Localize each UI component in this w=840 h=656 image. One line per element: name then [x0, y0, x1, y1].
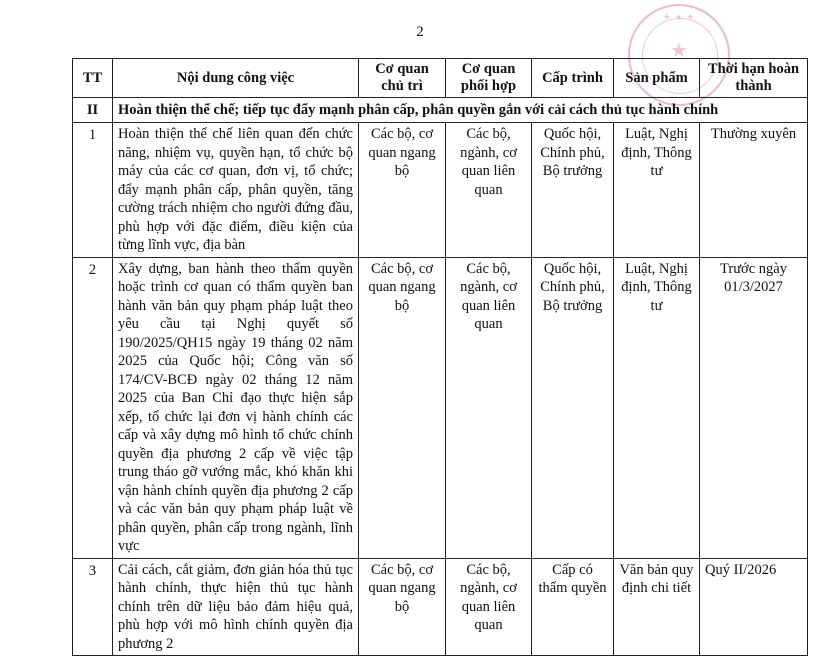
row-submit-level: Quốc hội, Chính phủ, Bộ trưởng [532, 123, 614, 258]
row-coordinating-agency: Các bộ, ngành, cơ quan liên quan [446, 558, 532, 656]
row-coordinating-agency: Các bộ, ngành, cơ quan liên quan [446, 123, 532, 258]
row-number: 2 [73, 257, 113, 558]
row-product: Văn bản quy định chi tiết [614, 558, 700, 656]
row-deadline: Trước ngày 01/3/2027 [700, 257, 808, 558]
row-number: 1 [73, 123, 113, 258]
section-row [73, 98, 808, 123]
seal-star-icon: ★ [670, 40, 688, 62]
task-table [72, 58, 808, 656]
row-product: Luật, Nghị định, Thông tư [614, 123, 700, 258]
header-lead-agency: Cơ quan chủ trì [359, 59, 446, 98]
row-number: 3 [73, 558, 113, 656]
section-title: Hoàn thiện thể chế; tiếp tục đẩy mạnh phân cấp, phân quyền gắn với cải cách thủ tục hành chính [113, 98, 808, 123]
row-coordinating-agency: Các bộ, ngành, cơ quan liên quan [446, 257, 532, 558]
header-tt: TT [73, 59, 113, 98]
row-content: Hoàn thiện thể chế liên quan đến chức năng, nhiệm vụ, quyền hạn, tổ chức bộ máy của các cơ quan, đơn vị, tổ chức; đẩy mạnh phân cấp, phân quyền, tăng cường trách nhiệm cho người đứng đầu, phù hợp với đặc điểm, điều kiện của từng lĩnh vực, địa bàn [113, 123, 359, 258]
table-header-row [73, 59, 808, 98]
row-product: Luật, Nghị định, Thông tư [614, 257, 700, 558]
header-deadline: Thời hạn hoàn thành [700, 59, 808, 98]
row-submit-level: Quốc hội, Chính phủ, Bộ trưởng [532, 257, 614, 558]
row-content: Xây dựng, ban hành theo thẩm quyền hoặc trình cơ quan có thẩm quyền ban hành văn bản quy phạm pháp luật theo yêu cầu tại Nghị quyết số 190/2025/QH15 ngày 19 tháng 02 năm 2025 của Quốc hội; Công văn số 174/CV-BCĐ ngày 02 tháng 12 năm 2025 của Ban Chỉ đạo thực hiện sắp xếp, tổ chức lại đơn vị hành chính các cấp và xây dựng mô hình tổ chức chính quyền địa phương 2 cấp về việc tập trung tháo gỡ vướng mắc, khó khăn khi vận hành chính quyền địa phương 2 cấp và các văn bản quy phạm pháp luật về phân quyền, phân cấp trong ngành, lĩnh vực [113, 257, 359, 558]
page-number: 2 [416, 24, 424, 40]
row-lead-agency: Các bộ, cơ quan ngang bộ [359, 257, 446, 558]
header-submit-level: Cấp trình [532, 59, 614, 98]
row-deadline: Thường xuyên [700, 123, 808, 258]
row-content: Cải cách, cắt giảm, đơn giản hóa thủ tục hành chính, thực hiện thủ tục hành chính trên dữ liệu bảo đảm hiệu quả, phù hợp với mô hình chính quyền địa phương 2 [113, 558, 359, 656]
table-row [73, 123, 808, 258]
header-content: Nội dung công việc [113, 59, 359, 98]
header-product: Sản phẩm [614, 59, 700, 98]
row-lead-agency: Các bộ, cơ quan ngang bộ [359, 558, 446, 656]
row-submit-level: Cấp có thẩm quyền [532, 558, 614, 656]
header-coordinating-agency: Cơ quan phối hợp [446, 59, 532, 98]
table-row [73, 257, 808, 558]
row-deadline: Quý II/2026 [700, 558, 808, 656]
row-lead-agency: Các bộ, cơ quan ngang bộ [359, 123, 446, 258]
seal-arc-text: ✦ ✦ ✦ [662, 12, 696, 22]
section-number: II [73, 98, 113, 123]
table-row [73, 558, 808, 656]
